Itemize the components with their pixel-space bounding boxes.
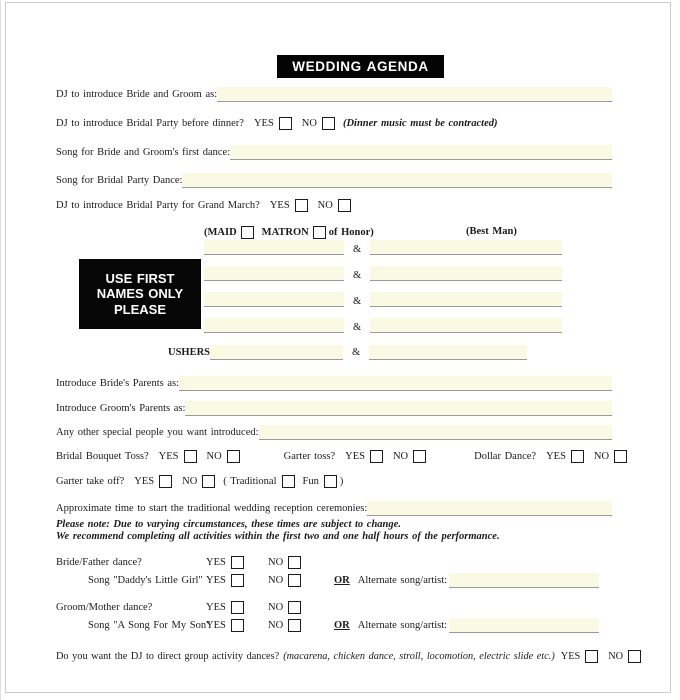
honor-header-row — [204, 224, 612, 240]
no-label: NO — [301, 118, 317, 129]
grand-march-row — [56, 199, 612, 213]
special-people-row — [56, 425, 612, 440]
daddys-little-girl-no-checkbox[interactable] — [288, 574, 301, 587]
garter-take-off-row — [56, 475, 612, 489]
approx-time-field[interactable] — [367, 501, 612, 516]
garter-toss-yes-checkbox[interactable] — [370, 450, 383, 463]
bridal-party-dance-song-field[interactable] — [182, 173, 612, 188]
use-first-names-line: NAMES ONLY — [96, 286, 184, 302]
use-first-names-box — [79, 259, 201, 329]
traditional-checkbox[interactable] — [282, 475, 295, 488]
dollar-dance-label: Dollar Dance? — [474, 451, 537, 462]
dollar-dance-no-checkbox[interactable] — [614, 450, 627, 463]
intro-bride-groom-row — [56, 87, 612, 102]
traditional-label: ( Traditional — [223, 476, 277, 487]
alternate-song-label: Alternate song/artist: — [357, 620, 448, 631]
groom-mother-dance-label: Groom/Mother dance? — [56, 602, 153, 613]
ampersand: & — [353, 270, 362, 281]
groomsman-field-3[interactable] — [370, 292, 562, 307]
or-label: OR — [334, 575, 350, 586]
intro-bride-groom-field[interactable] — [217, 87, 612, 102]
usher-field-2[interactable] — [369, 345, 527, 360]
first-dance-song-field[interactable] — [230, 145, 612, 160]
use-first-names-line: PLEASE — [113, 301, 166, 317]
yes-label: YES — [206, 575, 226, 586]
group-dances-no-checkbox[interactable] — [628, 650, 641, 663]
attendant-pair-row — [204, 307, 612, 333]
dinner-music-note: (Dinner music must be contracted) — [342, 118, 498, 129]
yes-label: YES — [134, 476, 155, 487]
garter-toss-label: Garter toss? — [283, 451, 336, 462]
usher-field-1[interactable] — [210, 345, 343, 360]
page-title: WEDDING AGENDA — [292, 59, 429, 74]
special-people-label: Any other special people you want introduced: — [56, 427, 259, 438]
garter-take-off-label: Garter take off? — [56, 476, 125, 487]
use-first-names-line: USE FIRST — [105, 270, 175, 286]
maid-checkbox[interactable] — [241, 226, 254, 239]
no-label: NO — [268, 575, 284, 586]
first-dance-label: Song for Bride and Groom's first dance: — [56, 147, 231, 158]
daddys-little-girl-yes-checkbox[interactable] — [231, 574, 244, 587]
bridal-party-dinner-row — [56, 117, 612, 131]
matron-checkbox[interactable] — [313, 226, 326, 239]
bridesmaid-field-1[interactable] — [204, 240, 344, 255]
bridesmaid-field-3[interactable] — [204, 292, 344, 307]
intro-bride-groom-label: DJ to introduce Bride and Groom as: — [56, 89, 218, 100]
ampersand: & — [353, 322, 362, 333]
attendant-pair-row — [204, 281, 612, 307]
song-for-my-son-no-checkbox[interactable] — [288, 619, 301, 632]
title-banner — [277, 55, 444, 78]
yes-label: YES — [253, 118, 274, 129]
no-label: NO — [317, 200, 333, 211]
no-label: NO — [593, 451, 610, 462]
groom-parents-field[interactable] — [185, 401, 612, 416]
ampersand: & — [353, 296, 362, 307]
bridesmaid-field-2[interactable] — [204, 266, 344, 281]
best-man-label: (Best Man) — [466, 226, 517, 237]
song-for-my-son-label: Song "A Song For My Son" — [88, 620, 211, 631]
ampersand: & — [353, 244, 362, 255]
approx-time-label: Approximate time to start the traditional wedding reception ceremonies: — [56, 503, 368, 514]
grand-march-label: DJ to introduce Bridal Party for Grand March? — [56, 200, 260, 211]
alternate-song-label: Alternate song/artist: — [357, 575, 448, 586]
song-for-my-son-yes-checkbox[interactable] — [231, 619, 244, 632]
bouquet-toss-yes-checkbox[interactable] — [184, 450, 197, 463]
bouquet-toss-no-checkbox[interactable] — [227, 450, 240, 463]
bride-father-alternate-song-field[interactable] — [449, 573, 599, 588]
group-dances-yes-checkbox[interactable] — [585, 650, 598, 663]
bouquet-toss-label: Bridal Bouquet Toss? — [56, 451, 149, 462]
bridal-party-dinner-label: DJ to introduce Bridal Party before dinner? — [56, 118, 244, 129]
groom-mother-dance-group — [56, 601, 612, 633]
honor-attendants-section — [96, 224, 612, 360]
toss-questions-row — [56, 450, 612, 464]
first-dance-row — [56, 145, 612, 160]
yes-label: YES — [345, 451, 365, 462]
fun-label: Fun — [302, 476, 319, 487]
groomsman-field-2[interactable] — [370, 266, 562, 281]
ushers-row — [168, 345, 612, 360]
garter-take-off-no-checkbox[interactable] — [202, 475, 215, 488]
or-label: OR — [334, 620, 350, 631]
ampersand: & — [352, 347, 361, 358]
groom-mother-dance-yes-checkbox[interactable] — [231, 601, 244, 614]
ushers-label: USHERS — [168, 347, 211, 358]
groom-parents-row — [56, 401, 612, 416]
special-people-field[interactable] — [259, 425, 612, 440]
yes-label: YES — [546, 451, 566, 462]
group-dances-examples: (macarena, chicken dance, stroll, locomotion, electric slide etc.) — [283, 651, 555, 662]
no-label: NO — [268, 557, 284, 568]
groomsman-field-1[interactable] — [370, 240, 562, 255]
bride-parents-label: Introduce Bride's Parents as: — [56, 378, 179, 389]
of-honor-label: of Honor) — [328, 227, 374, 238]
yes-label: YES — [560, 651, 581, 662]
group-dances-label: Do you want the DJ to direct group activity dances? — [56, 651, 280, 662]
daddys-little-girl-label: Song "Daddy's Little Girl" — [88, 575, 203, 586]
yes-label: YES — [206, 620, 226, 631]
note-recommend-time: We recommend completing all activities within the first two and one half hours of the performance. — [56, 531, 500, 542]
matron-label: MATRON — [261, 227, 309, 238]
bridal-party-dance-row — [56, 173, 612, 188]
note-subject-to-change: Please note: Due to varying circumstances, these times are subject to change. — [56, 519, 401, 530]
bride-father-dance-group — [56, 556, 612, 588]
group-dances-row — [56, 650, 624, 664]
no-label: NO — [608, 651, 624, 662]
no-label: NO — [268, 620, 284, 631]
bridal-party-dinner-no-checkbox[interactable] — [322, 117, 335, 130]
garter-toss-no-checkbox[interactable] — [413, 450, 426, 463]
grand-march-yes-checkbox[interactable] — [295, 199, 308, 212]
yes-label: YES — [206, 557, 226, 568]
fun-checkbox[interactable] — [324, 475, 337, 488]
yes-label: YES — [206, 602, 226, 613]
bride-father-dance-label: Bride/Father dance? — [56, 557, 142, 568]
approx-time-row — [56, 501, 612, 516]
bridesmaid-field-4[interactable] — [204, 318, 344, 333]
attendant-pair-row — [204, 240, 612, 255]
groomsman-field-4[interactable] — [370, 318, 562, 333]
grand-march-no-checkbox[interactable] — [338, 199, 351, 212]
no-label: NO — [392, 451, 409, 462]
form-content — [1, 55, 680, 664]
garter-take-off-yes-checkbox[interactable] — [159, 475, 172, 488]
bride-parents-field[interactable] — [179, 376, 612, 391]
bridal-party-dance-label: Song for Bridal Party Dance: — [56, 175, 183, 186]
no-label: NO — [268, 602, 284, 613]
yes-label: YES — [269, 200, 290, 211]
no-label: NO — [182, 476, 198, 487]
dollar-dance-yes-checkbox[interactable] — [571, 450, 584, 463]
groom-mother-alternate-song-field[interactable] — [449, 618, 599, 633]
close-paren-label: ) — [339, 476, 344, 487]
attendant-pair-row — [204, 255, 612, 281]
yes-label: YES — [158, 451, 179, 462]
bridal-party-dinner-yes-checkbox[interactable] — [279, 117, 292, 130]
bride-father-dance-yes-checkbox[interactable] — [231, 556, 244, 569]
maid-label: (MAID — [204, 227, 237, 238]
bride-parents-row — [56, 376, 612, 391]
bride-father-dance-no-checkbox[interactable] — [288, 556, 301, 569]
groom-parents-label: Introduce Groom's Parents as: — [56, 403, 186, 414]
no-label: NO — [206, 451, 222, 462]
groom-mother-dance-no-checkbox[interactable] — [288, 601, 301, 614]
